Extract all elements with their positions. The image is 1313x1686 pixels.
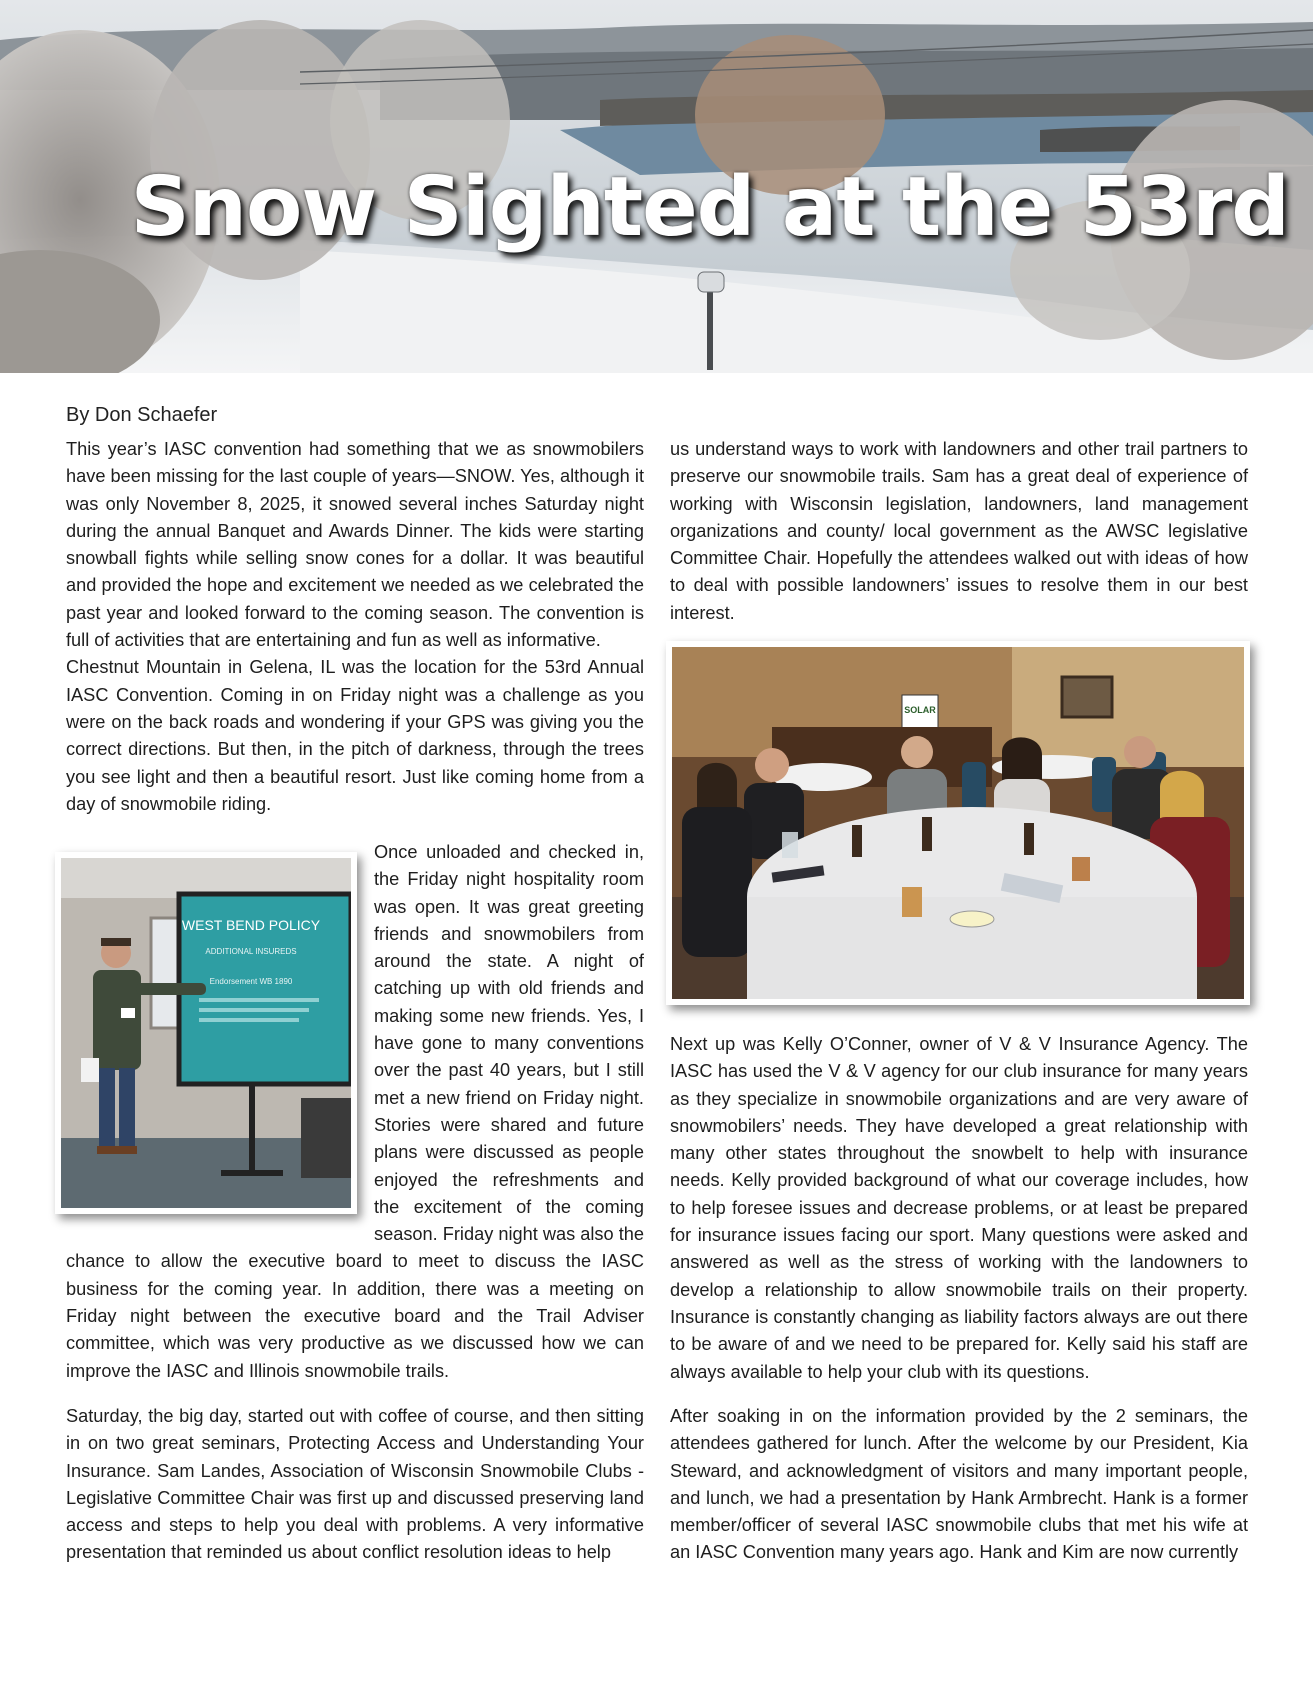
right-column-middle <box>670 1031 1248 1386</box>
right-column-top <box>670 436 1248 627</box>
paragraph-friday: Once unloaded and checked in, the Friday night hospitality room was open. It was great greeting friends and snowmobilers from around the state. A night of catching up with old friends and making some new friends. Yes, I have gone to many conventions over the past 40 years, but I still met a new friend on Friday night. Stories were shared and future plans were discussed as people enjoyed the refreshments and the excitement of the coming season. Friday night was also the chance to allow the executive board to meet to discuss the IASC business for the coming year. In addition, there was a meeting on Friday night between the executive board and the Trail Adviser committee, which was very productive as we discussed how we can improve the IASC and Illinois snowmobile trails. <box>66 842 644 1381</box>
article-title: Snow Sighted at the 53rd <box>130 160 1289 255</box>
left-column-top <box>66 436 644 818</box>
paragraph-lunch: After soaking in on the information provided by the 2 seminars, the attendees gathered for lunch. After the welcome by our President, Kia Steward, and acknowledgment of visitors and many important people, and lunch, we had a presentation by Hank Armbrecht. Hank is a former member/officer of several IASC snowmobile clubs that met his wife at an IASC Convention many years ago. Hank and Kim are now currently <box>670 1406 1248 1563</box>
paragraph-sam-landes: us understand ways to work with landowners and other trail partners to preserve our snowmobile trails. Sam has a great deal of experience of working with Wisconsin legislation, landowners, land management organizations and county/ local government as the AWSC legislative Committee Chair. Hopefully the attendees walked out with ideas of how to deal with possible landowners’ issues to resolve them in our best interest. <box>670 439 1248 623</box>
paragraph-kelly: Next up was Kelly O’Conner, owner of V & V Insurance Agency. The IASC has used the V & V agency for our club insurance for many years as they specialize in snowmobile organizations and are very aware of snowmobilers’ needs. They have developed a great relationship with many other states throughout the snowbelt to help with insurance needs. Kelly provided background of what our coverage includes, how to help foresee issues and decrease problems, or at least be prepared for insurance issues facing our sport. Many questions were asked and answered as well as the stress of working with the landowners to develop a relationship to allow snowmobile trails on their property. Insurance is constantly changing as liability factors always are out there to be aware of and we need to be prepared for. Kelly said his staff are always available to help your club with its questions. <box>670 1034 1248 1382</box>
screen-line-2: Endorsement WB 1890 <box>209 977 293 986</box>
solar-sign: SOLAR <box>904 705 936 715</box>
byline: By Don Schaefer <box>66 404 218 426</box>
paragraph-saturday: Saturday, the big day, started out with coffee of course, and then sitting in on two great seminars, Protecting Access and Understanding Your Insurance. Sam Landes, Association of Wisconsin Snowmobile Clubs - Legislative Committee Chair was first up and discussed preserving land access and steps to help you deal with problems. A very informative presentation that reminded us about conflict resolution ideas to help <box>66 1406 644 1563</box>
paragraph-intro: This year’s IASC convention had something that we as snowmobilers have been missing for the last couple of years—SNOW. Yes, although it was only November 8, 2025, it snowed several inches Saturday night during the annual Banquet and Awards Dinner. The kids were starting snowball fights while selling snow cones for a dollar. It was beautiful and provided the hope and excitement we needed as we celebrated the past year and looked forward to the coming season. The convention is full of activities that are entertaining and fun as well as informative. <box>66 439 644 651</box>
presenter-photo <box>55 852 357 1214</box>
right-column-bottom <box>670 1403 1248 1567</box>
hero-photo <box>0 0 1313 373</box>
presenter-image <box>61 858 351 1208</box>
paragraph-location: Chestnut Mountain in Gelena, IL was the location for the 53rd Annual IASC Convention. Coming in on Friday night was a challenge as you were on the back roads and wondering if your GPS was giving you the correct directions. But then, in the pitch of darkness, through the trees you see light and then a beautiful resort. Just like coming home from a day of snowmobile riding. <box>66 657 644 814</box>
dinner-table-image <box>672 647 1244 999</box>
screen-title: WEST BEND POLICY <box>181 917 321 933</box>
left-column-bottom <box>66 1403 644 1567</box>
screen-line-1: ADDITIONAL INSUREDS <box>205 947 297 956</box>
dinner-table-photo <box>666 641 1250 1005</box>
